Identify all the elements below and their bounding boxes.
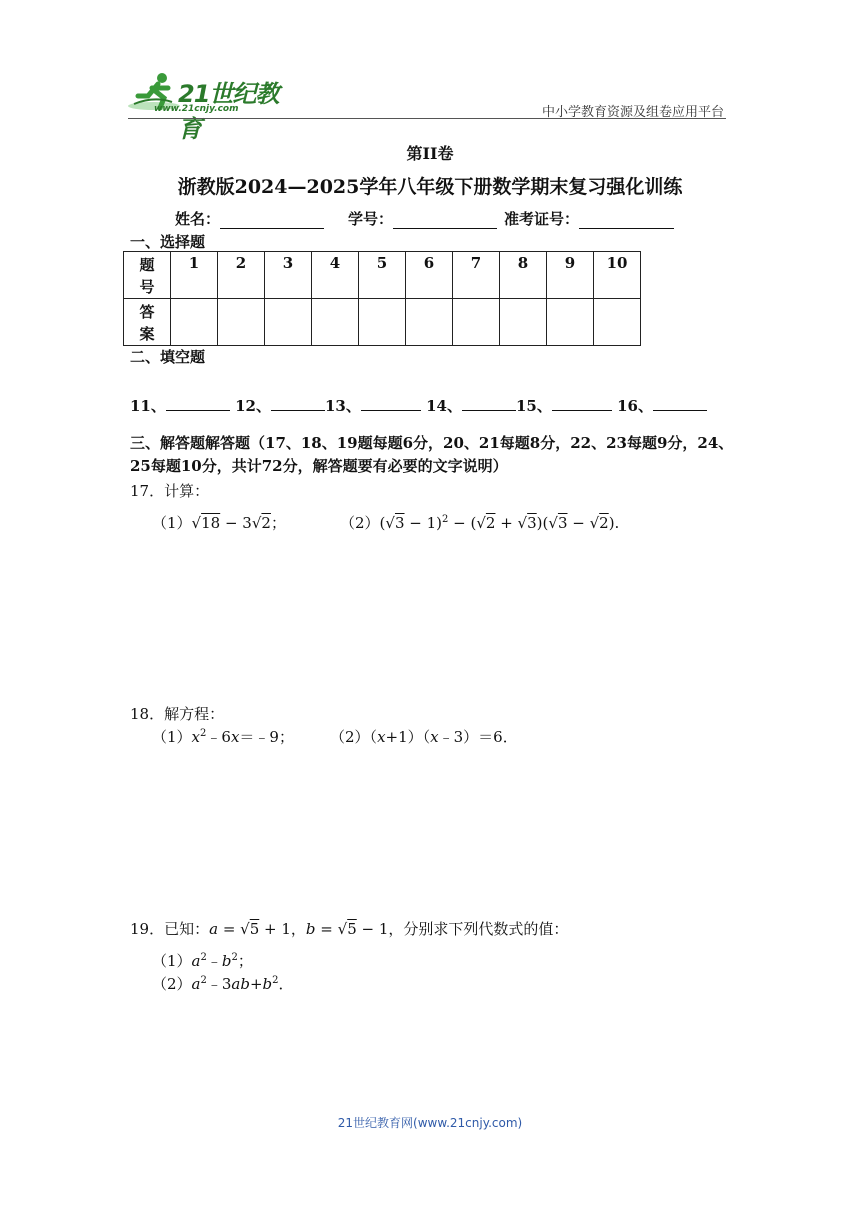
q17-part2-expr: $(√3 - 1)^2 - (√2 + √3)(√3 - √2)$.: [379, 514, 620, 532]
answer-cell[interactable]: [406, 299, 453, 346]
answer-table: [123, 251, 641, 346]
q17-part2-label: （2）: [340, 514, 380, 532]
q18-part1: [152, 726, 294, 747]
table-cell-number: 8: [500, 252, 547, 299]
page-title: 浙教版2024—2025学年八年级下册数学期末复习强化训练: [177, 176, 683, 198]
name-field[interactable]: [175, 208, 324, 229]
fill-label: 13、: [324, 397, 361, 415]
row-head-number: [124, 252, 171, 299]
table-row-answers: [124, 299, 641, 346]
q17-stem: 17．计算：: [130, 482, 210, 500]
answer-cell[interactable]: [594, 299, 641, 346]
q19-stem: [130, 918, 568, 939]
answer-cell[interactable]: [312, 299, 359, 346]
volume-title: 第II卷: [406, 144, 454, 163]
table-cell-number: 3: [265, 252, 312, 299]
fill-label: 12、: [235, 397, 271, 415]
q19-given: a = √5 + 1，b = √5 − 1: [209, 920, 389, 938]
answer-cell[interactable]: [547, 299, 594, 346]
fill-label: 14、: [426, 397, 462, 415]
section-fill-title: 二、填空题: [130, 348, 206, 366]
answer-cell[interactable]: [265, 299, 312, 346]
fill-blank[interactable]: [552, 396, 612, 411]
q19-stem-prefix: 19．已知：: [130, 920, 210, 938]
name-label: 姓名：: [175, 210, 221, 228]
q17-part1-expr: √18 − 3√2；: [191, 514, 286, 532]
fill-blank[interactable]: [462, 396, 516, 411]
exam-number-label: 准考证号：: [504, 210, 580, 228]
row-head-char: 案: [139, 325, 155, 343]
fill-label: 15、: [515, 397, 552, 415]
table-cell-number: 1: [171, 252, 218, 299]
table-cell-number: 6: [406, 252, 453, 299]
answer-cell[interactable]: [500, 299, 547, 346]
footer-link[interactable]: 21世纪教育网(www.21cnjy.com): [337, 1116, 523, 1130]
answer-cell[interactable]: [359, 299, 406, 346]
q17-part1-label: （1）: [152, 514, 192, 532]
row-head-char: 题: [139, 256, 155, 274]
fill-blank[interactable]: [166, 396, 230, 411]
table-cell-number: 9: [547, 252, 594, 299]
exam-number-blank[interactable]: [579, 212, 674, 229]
student-id-field[interactable]: [348, 208, 497, 229]
exam-number-field[interactable]: [504, 208, 674, 229]
q17-part2: [340, 512, 619, 533]
answer-cell[interactable]: [218, 299, 265, 346]
table-cell-number: 4: [312, 252, 359, 299]
name-blank[interactable]: [220, 212, 324, 229]
table-cell-number: 7: [453, 252, 500, 299]
table-cell-number: 10: [594, 252, 641, 299]
answer-cell[interactable]: [171, 299, 218, 346]
q18-stem: 18．解方程：: [130, 705, 225, 723]
q19-part2-expr: $a^2﹣3ab+b^2$．: [191, 975, 294, 993]
student-id-blank[interactable]: [393, 212, 497, 229]
q18-part2-label: （2）: [330, 728, 370, 746]
q18-part2: [330, 726, 518, 747]
fill-in-answers: [130, 395, 707, 416]
row-head-char: 答: [139, 303, 155, 321]
table-row-numbers: [124, 252, 641, 299]
q19-part1-expr: $a^2﹣b^2$；: [191, 952, 253, 970]
row-head-answer: [124, 299, 171, 346]
q18-part1-label: （1）: [152, 728, 192, 746]
q19-part2-label: （2）: [152, 975, 192, 993]
section-solve-title: 三、解答题解答题（17、18、19题每题6分，20、21每题8分，22、23每题9分，24、25每题10分，共计72分，解答题要有必要的文字说明）: [130, 434, 734, 475]
platform-name: 中小学教育资源及组卷应用平台: [541, 105, 724, 120]
student-id-label: 学号：: [348, 210, 394, 228]
table-cell-number: 5: [359, 252, 406, 299]
logo-text: 21世纪教育: [178, 80, 279, 143]
row-head-char: 号: [139, 278, 155, 296]
fill-label: 11、: [130, 397, 166, 415]
q19-part2: [152, 973, 294, 994]
q19-part1-label: （1）: [152, 952, 192, 970]
q19-stem-suffix: ，分别求下列代数式的值：: [388, 920, 569, 938]
q18-part2-expr: （x+1）（x﹣3）＝6．: [369, 728, 518, 746]
logo: [124, 70, 294, 143]
q19-part1: [152, 950, 253, 971]
table-cell-number: 2: [218, 252, 265, 299]
fill-blank[interactable]: [361, 396, 421, 411]
fill-blank[interactable]: [271, 396, 325, 411]
q18-part1-expr: $x^2﹣6x=﹣9$；: [191, 728, 294, 746]
fill-label: 16、: [617, 397, 653, 415]
logo-url: www.21cnjy.com: [154, 104, 239, 114]
fill-blank[interactable]: [653, 396, 707, 411]
header-divider: [128, 118, 726, 119]
q17-part1: [152, 512, 286, 533]
answer-cell[interactable]: [453, 299, 500, 346]
section-choice-title: 一、选择题: [130, 233, 206, 251]
